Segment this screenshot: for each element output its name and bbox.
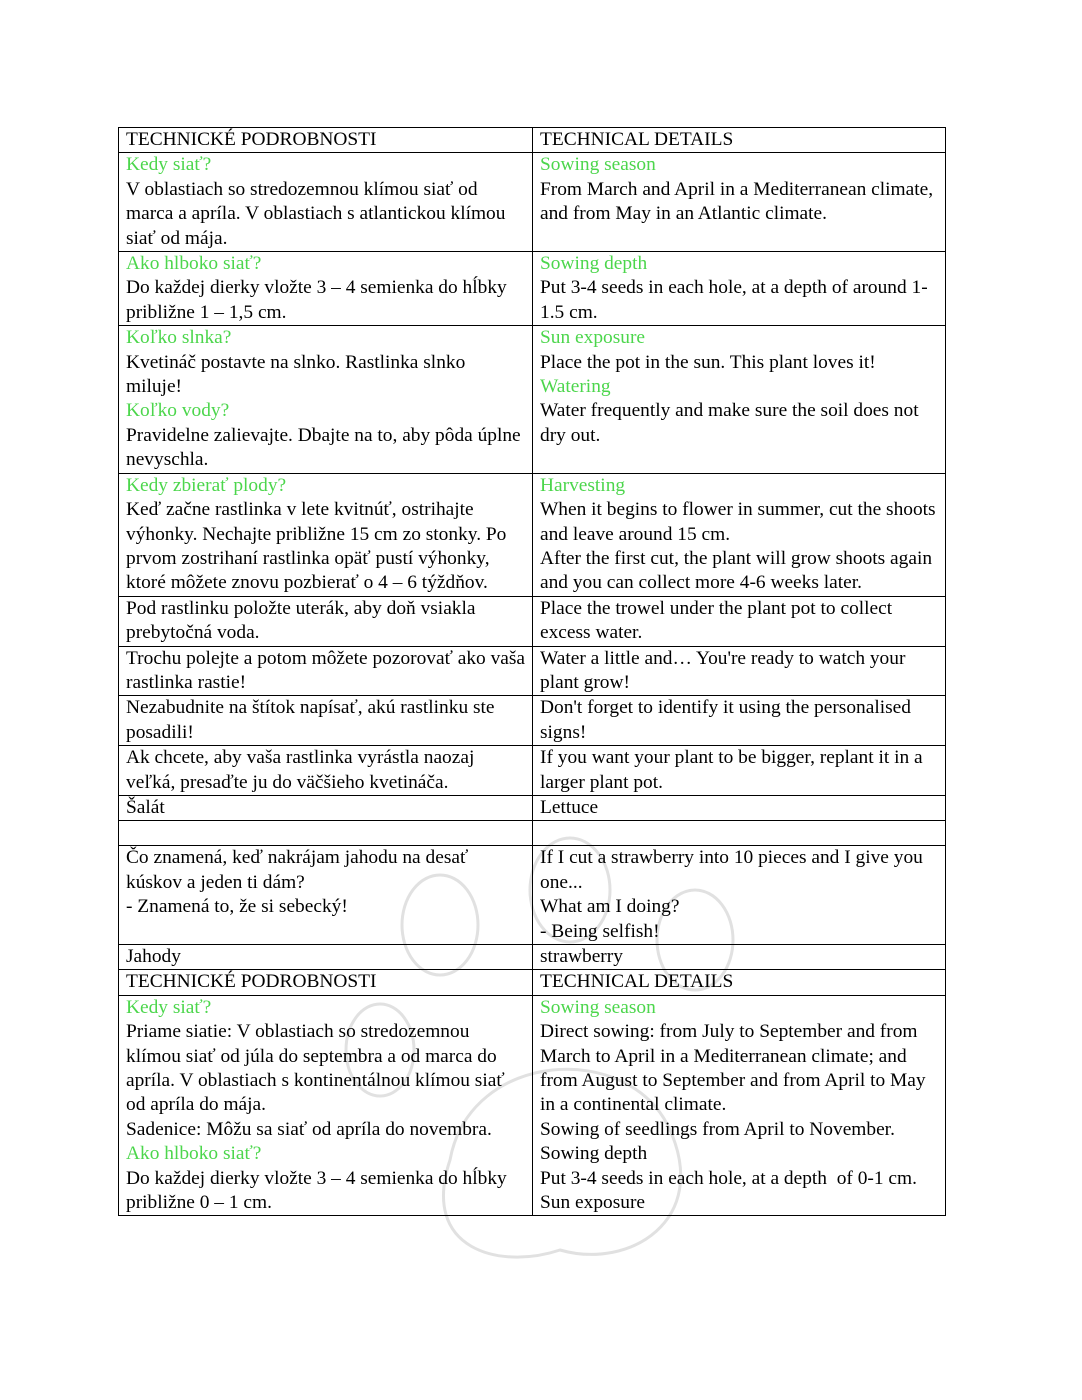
cell-text: Place the trowel under the plant pot to collect excess water. [540,597,898,644]
cell-text: Nezabudnite na štítok napísať, akú rastlinku ste posadili! [126,697,500,743]
cell-text: strawberry [540,946,623,967]
table-row [119,795,946,820]
cell-text: TECHNICKÉ PODROBNOSTI [126,129,377,150]
cell-text: Water a little and… You're ready to watch your plant grow! [540,647,911,693]
cell-text: Direct sowing: from July to September and from March to April in a Mediterranean climate; and from August to September and from April to May in a continental climate. [540,1021,931,1116]
cell-slovak [119,646,533,696]
cell-text: Sadenice: Môžu sa siať od apríla do novembra. [126,1118,492,1140]
cell-slovak [119,326,533,473]
cell-slovak [119,153,533,252]
cell-english [533,970,946,995]
table-row [119,153,946,252]
section-heading: Sowing season [540,996,656,1018]
cell-slovak [119,995,533,1216]
cell-text: V oblastiach so stredozemnou klímou siať od marca a apríla. V oblastiach s atlantickou klímou siať od mája. [126,178,511,249]
table-row [119,846,946,945]
table-row [119,252,946,326]
cell-text: When it begins to flower in summer, cut the shoots and leave around 15 cm. [540,499,941,545]
cell-text: After the first cut, the plant will grow shoots again and you can collect more 4-6 weeks later. [540,547,937,594]
section-heading: Kedy zbierať plody? [126,474,287,496]
cell-slovak [119,746,533,796]
cell-slovak [119,945,533,970]
cell-english [533,646,946,696]
cell-text: Place the pot in the sun. This plant loves it! [540,351,876,373]
cell-text: If I cut a strawberry into 10 pieces and I give you one... [540,847,928,893]
cell-english [533,746,946,796]
section-heading: Ako hlboko siať? [126,1143,262,1165]
cell-slovak [119,970,533,995]
cell-english [533,696,946,746]
cell-text: If you want your plant to be bigger, replant it in a larger plant pot. [540,747,928,793]
cell-text: Čo znamená, keď nakrájam jahodu na desať kúskov a jeden ti dám? [126,847,474,893]
table-row [119,995,946,1216]
section-heading: Kedy siať? [126,154,212,176]
cell-slovak [119,795,533,820]
cell-text: Šalát [126,796,165,818]
cell-english [533,945,946,970]
cell-english [533,473,946,596]
table-row [119,746,946,796]
cell-text: Water frequently and make sure the soil does not dry out. [540,400,924,446]
content-table [118,127,946,1216]
cell-text: Do každej dierky vložte 3 – 4 semienka do hĺbky približne 1 – 1,5 cm. [126,277,512,323]
cell-text: Put 3-4 seeds in each hole, at a depth of around 1-1.5 cm. [540,277,928,323]
table-row [119,596,946,646]
cell-text: Do každej dierky vložte 3 – 4 semienka do hĺbky približne 0 – 1 cm. [126,1167,512,1214]
cell-text: Kvetináč postavte na slnko. Rastlinka slnko miluje! [126,351,471,398]
cell-text: Sun exposure [540,1192,646,1214]
section-heading: Sowing season [540,154,656,176]
cell-text: Keď začne rastlinka v lete kvitnúť, ostrihajte výhonky. Nechajte približne 15 cm zo stonky. Po prvom zostrihaní rastlinka opäť pustí výhonky, ktoré môžete znovu pozbierať o 4 – 6 týždňov. [126,499,512,594]
cell-slovak [119,252,533,326]
section-heading: Kedy siať? [126,996,212,1018]
cell-slovak [119,846,533,945]
cell-text: Don't forget to identify it using the personalised signs! [540,697,916,743]
section-heading: Sowing depth [540,253,648,275]
cell-text: Pod rastlinku položte uterák, aby doň vsiakla prebytočná voda. [126,597,481,644]
cell-english [533,596,946,646]
table-row [119,128,946,153]
cell-english [533,995,946,1216]
cell-slovak [119,596,533,646]
cell-text: From March and April in a Mediterranean climate, and from May in an Atlantic climate. [540,178,938,225]
table-row [119,326,946,473]
table-row [119,473,946,596]
cell-text: TECHNICAL DETAILS [540,129,734,150]
section-heading: Ako hlboko siať? [126,253,262,275]
cell-text: What am I doing? [540,896,680,918]
table-row [119,821,946,846]
cell-text: TECHNICAL DETAILS [540,971,734,993]
cell-text: Put 3-4 seeds in each hole, at a depth of 0-1 cm. [540,1167,917,1189]
cell-text: Lettuce [540,796,599,818]
cell-text: Pravidelne zalievajte. Dbajte na to, aby pôda úplne nevyschla. [126,424,526,471]
cell-text: Jahody [126,946,181,967]
cell-english [533,795,946,820]
cell-slovak [119,821,533,846]
cell-slovak [119,696,533,746]
cell-text: Sowing depth [540,1143,648,1165]
section-heading: Koľko vody? [126,400,230,422]
cell-text: - Znamená to, že si sebecký! [126,896,348,918]
section-heading: Watering [540,376,611,398]
section-heading: Harvesting [540,474,626,496]
cell-english [533,326,946,473]
section-heading: Sun exposure [540,327,646,349]
cell-text: Sowing of seedlings from April to November. [540,1118,895,1140]
table-body [119,128,946,1216]
cell-english [533,252,946,326]
cell-text: TECHNICKÉ PODROBNOSTI [126,971,377,993]
cell-english [533,821,946,846]
cell-text: Ak chcete, aby vaša rastlinka vyrástla naozaj veľká, presaďte ju do väčšieho kvetináča. [126,747,480,793]
cell-text: Trochu polejte a potom môžete pozorovať ako vaša rastlinka rastie! [126,647,530,693]
table-row [119,945,946,970]
cell-english [533,846,946,945]
cell-english [533,153,946,252]
table-row [119,646,946,696]
cell-text: Priame siatie: V oblastiach so stredozemnou klímou siať od júla do septembra a od marca do apríla. V oblastiach s kontinentálnou klímou siať od apríla do mája. [126,1021,510,1116]
cell-text: - Being selfish! [540,920,660,942]
table-row [119,696,946,746]
section-heading: Koľko slnka? [126,327,232,349]
table-row [119,970,946,995]
cell-slovak [119,473,533,596]
cell-english [533,128,946,153]
cell-slovak [119,128,533,153]
